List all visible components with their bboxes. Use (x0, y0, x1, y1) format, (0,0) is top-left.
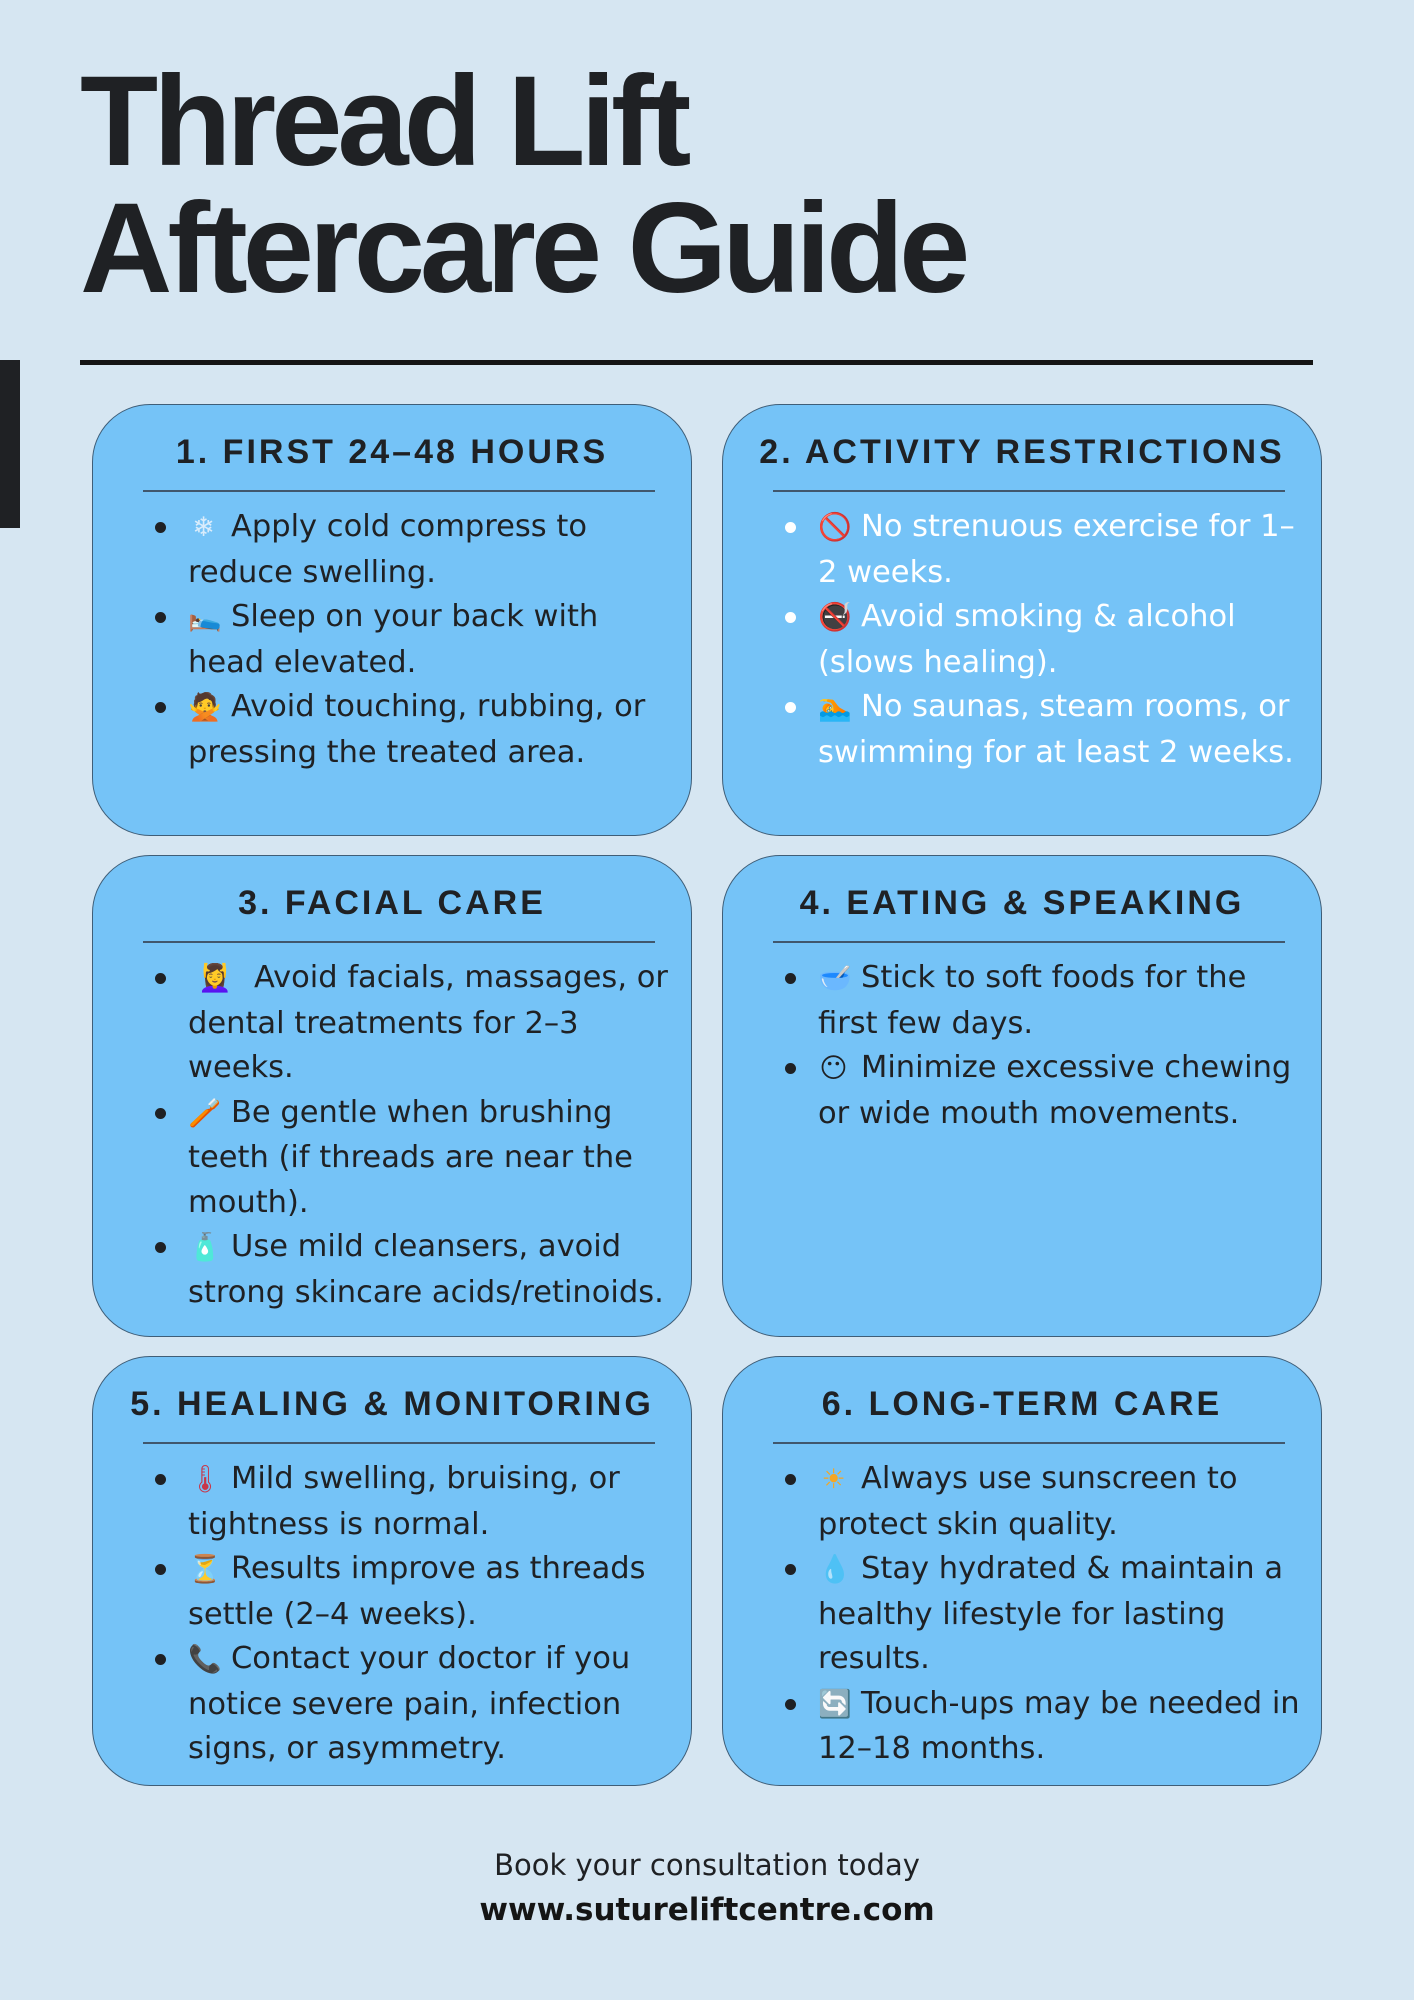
footer-cta-text: Book your consultation today (494, 1848, 920, 1882)
card-heading: 5. HEALING & MONITORING (130, 1385, 654, 1423)
title-divider (80, 360, 1313, 365)
list-item: 🧴 Use mild cleansers, avoid strong skincare acids/retinoids. (188, 1225, 683, 1315)
card-divider (143, 1442, 655, 1444)
sun-icon: ☀ (821, 1464, 846, 1495)
list-item: 📞 Contact your doctor if you notice severe pain, infection signs, or asymmetry. (188, 1637, 683, 1772)
list-item: ☀ Always use sunscreen to protect skin quality. (818, 1457, 1313, 1547)
droplet-icon: 💧 (818, 1554, 852, 1585)
card-long-term-care (722, 1356, 1322, 1786)
card-list (818, 505, 1313, 775)
list-item: 🔄 Touch-ups may be needed in 12–18 months. (818, 1682, 1313, 1772)
list-item: 😶 Minimize excessive chewing or wide mouth movements. (818, 1046, 1313, 1136)
list-item: 💆‍♀ Avoid facials, massages, or dental treatments for 2–3 weeks. (188, 956, 683, 1091)
repeat-arrows-icon: 🔄 (818, 1688, 852, 1720)
card-list (818, 956, 1313, 1136)
card-heading: 4. EATING & SPEAKING (799, 884, 1245, 922)
card-healing-monitoring (92, 1356, 692, 1786)
list-item: 🏊 No saunas, steam rooms, or swimming for at least 2 weeks. (818, 685, 1313, 775)
card-heading: 6. LONG-TERM CARE (821, 1385, 1223, 1423)
card-list (188, 505, 683, 775)
person-gesturing-no-icon: 🙅 (188, 692, 222, 723)
page-title (80, 50, 966, 320)
list-item: 💧 Stay hydrated & maintain a healthy lifestyle for lasting results. (818, 1547, 1313, 1682)
card-heading: 3. FACIAL CARE (238, 884, 546, 922)
card-heading: 1. FIRST 24–48 HOURS (175, 433, 609, 471)
person-getting-massage-icon: 💆‍♀ (198, 963, 232, 994)
thermometer-icon: 🌡 (188, 1464, 223, 1495)
list-item: ⏳ Results improve as threads settle (2–4 weeks). (188, 1547, 683, 1637)
list-item: 🚭 Avoid smoking & alcohol (slows healing). (818, 595, 1313, 685)
list-item: 🚫 No strenuous exercise for 1–2 weeks. (818, 505, 1313, 595)
lotion-bottle-icon: 🧴 (188, 1232, 222, 1263)
card-facial-care (92, 855, 692, 1337)
card-divider (773, 490, 1285, 492)
card-list (188, 1457, 683, 1772)
footer-website-link[interactable]: www.sutureliftcentre.com (479, 1892, 935, 1928)
side-accent-bar (0, 360, 20, 528)
list-item: 🥣 Stick to soft foods for the first few days. (818, 956, 1313, 1046)
list-item: 🌡 Mild swelling, bruising, or tightness is normal. (188, 1457, 683, 1547)
list-item: 🛌 Sleep on your back with head elevated. (188, 595, 683, 685)
card-divider (773, 1442, 1285, 1444)
card-first-24-48-hours (92, 404, 692, 836)
card-activity-restrictions (722, 404, 1322, 836)
list-item: ❄ Apply cold compress to reduce swelling. (188, 505, 683, 595)
bed-icon: 🛌 (188, 602, 222, 633)
toothbrush-icon: 🪥 (188, 1097, 222, 1129)
bowl-with-spoon-icon: 🥣 (818, 963, 852, 994)
snowflake-icon: ❄ (192, 512, 215, 543)
list-item: 🙅 Avoid touching, rubbing, or pressing the treated area. (188, 685, 683, 775)
list-item: 🪥 Be gentle when brushing teeth (if threads are near the mouth). (188, 1091, 683, 1226)
no-smoking-icon: 🚭 (818, 602, 852, 633)
card-list (818, 1457, 1313, 1772)
card-divider (773, 941, 1285, 943)
swimmer-icon: 🏊 (818, 692, 852, 723)
card-eating-speaking (722, 855, 1322, 1337)
hourglass-icon: ⏳ (188, 1554, 222, 1585)
face-without-mouth-icon: 😶 (819, 1053, 848, 1084)
telephone-icon: 📞 (188, 1644, 222, 1675)
card-divider (143, 941, 655, 943)
card-heading: 2. ACTIVITY RESTRICTIONS (759, 433, 1285, 471)
prohibited-icon: 🚫 (818, 512, 852, 543)
title-line-1: Thread Lift (80, 50, 687, 193)
card-list (188, 956, 683, 1315)
card-divider (143, 490, 655, 492)
title-line-2: Aftercare Guide (80, 177, 966, 320)
